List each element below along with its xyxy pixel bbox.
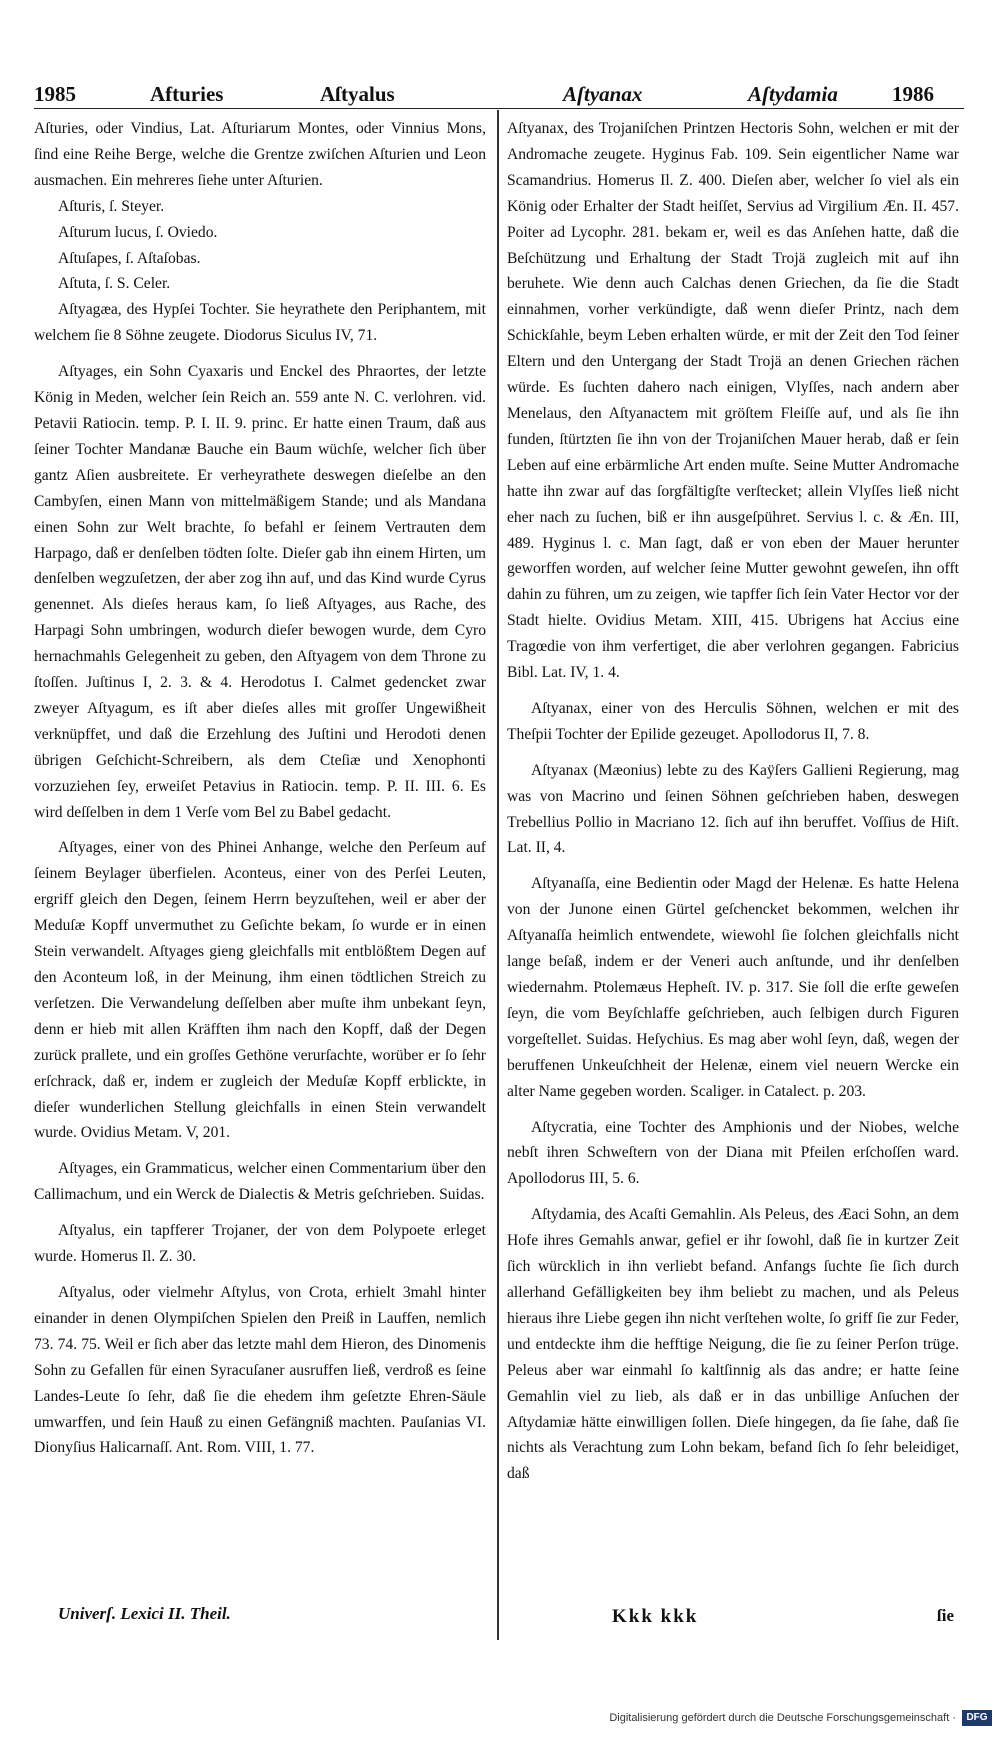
page-number-right: 1986 bbox=[892, 82, 934, 106]
entry-astuta: Aſtuta, ſ. S. Celer. bbox=[58, 275, 171, 293]
entry-astyages-grammaticus: Aſtyages, ein Grammaticus, welcher einen Commentarium über den Callimachum, und ein Werck de Dialectis & Metris geſchrieben. Suidas. bbox=[34, 1160, 486, 1204]
entry-asturum-lucus: Aſturum lucus, ſ. Oviedo. bbox=[58, 223, 218, 241]
entry-astyages-phinei: Aſtyages, einer von des Phinei Anhange, welche den Perſeum auf ſeinem Beylager überfielen. Aconteus, einer von des Perſei Leuten, ergriff gleich den Degen, ſeinem Herrn beyzuſtehen, weil er aber der Meduſæ Kopff unvermuthet zu Geſichte bekam, ſo wurde er in einen Stein verwandelt. Aſtyages gieng gleichfalls mit entblößtem Degen auf den Aconteum loß, in der Meinung, ihm einen tödtlichen Streich zu verſetzen. Die Verwandelung deſſelben aber muſte ihm unbekant ſeyn, denn er hieb mit allen Kräfften ihm nach den Kopff, daß der Degen zurück prallete, und ein groſſes Gethöne verurſachte, worüber er ſo ſehr erſchrack, daß er, indem er zugleich der Meduſæ Kopff erblickte, in dieſer wunderlichen Stellung gleichfalls in einen Stein verwandelt wurde. Ovidius Metam. V, 201. bbox=[34, 839, 486, 1142]
entry-astusapes: Aſtuſapes, ſ. Aſtaſobas. bbox=[58, 249, 201, 267]
entry-asturis: Aſturis, ſ. Steyer. bbox=[58, 197, 165, 215]
header-rule bbox=[34, 108, 964, 109]
left-column bbox=[34, 116, 486, 1461]
digitization-credit: Digitalisierung gefördert durch die Deutsche Forschungsgemeinschaft · bbox=[609, 1712, 956, 1724]
column-divider bbox=[497, 110, 499, 1640]
entry-asturies: Aſturies, oder Vindius, Lat. Aſturiarum Montes, oder Vinnius Mons, ſind eine Reihe Berge, welche die Grentze zwiſchen Aſturien und Leon ausmachen. Ein mehreres ſiehe unter Aſturien. bbox=[34, 120, 486, 189]
entry-astyages-king: Aſtyages, ein Sohn Cyaxaris und Enckel des Phraortes, der letzte König in Meden, welcher ſein Reich an. 559 ante N. C. verlohren. vid. Petavii Ratiocin. temp. P. I. II. 9. princ. Er hatte einen Traum, daß aus ſeiner Tochter Mandanæ Bauche ein Baum wüchſe, welcher ſich über gantz Aſien ausbreitete. Er verheyrathete deswegen dieſelbe an den Cambyſen, einen Mann von mittelmäßigem Stande; und als Mandana einen Sohn zur Welt brachte, ſo befahl er ſeinem Vertrauten dem Harpago, daß er denſelben tödten ſolte. Dieſer gab ihn einem Hirten, um denſelben wegzuſetzen, der aber zog ihn auf, und das Kind wurde Cyrus genennet. Als dieſes heraus kam, ſo ließ Aſtyages, aus Rache, des Harpagi Sohn umbringen, wodurch dieſer bewogen wurde, dem Cyro hernachmahls Gelegenheit zu geben, den Aſtyagem von dem Throne zu ſtoſſen. Juſtinus I, 2. 3. & 4. Herodotus I. Calmet gedencket zwar zweyer Aſtyagum, es iſt aber dieſes alles mit groſſer Ungewißheit verknüpffet, und daß die Erzehlung des Juſtini und Herodoti denen übrigen Geſchicht-Schreibern, als dem Cteſiæ und Xenophonti vorzuziehen ſey, erweiſet Petavius in Ratiocin. temp. P. II. III. 6. Es wird deſſelben in dem 1 Verſe vom Bel zu Babel gedacht. bbox=[34, 363, 486, 821]
entry-astyanassa: Aſtyanaſſa, eine Bedientin oder Magd der Helenæ. Es hatte Helena von der Junone einen Gürtel geſchencket bekommen, welchen ihr Aſtyanaſſa heimlich entwendete, wiewohl ſie ſolchen gleichfalls nicht lange beſaß, indem er der Veneri auch anſtunde, und ihr denſelben wiedernahm. Ptolemæus Hepheſt. IV. p. 317. Sie ſoll die erſte geweſen ſeyn, die vom Beyſchlaffe geſchrieben, auch ſelbigen durch Figuren vorgeſtellet. Suidas. Heſychius. Es mag aber wohl ſeyn, daß, wegen der beruffenen Unkeuſchheit der Helenæ, einem viel neuern Wercke ein alter Name gegeben worden. Scaliger. in Catalect. p. 203. bbox=[507, 875, 959, 1100]
entry-astyalus-crota: Aſtyalus, oder vielmehr Aſtylus, von Crota, erhielt 3mahl hinter einander in denen Olympiſchen Spielen den Preiß in Lauffen, nemlich 73. 74. 75. Weil er ſich aber das letzte mahl dem Hieron, des Dinomenis Sohn zu Gefallen für einen Syracuſaner ausruffen ließ, verdroß es ſeine Landes-Leute ſo ſehr, daß ſie die ehedem ihm geſetzte Ehren-Säule umwarffen, und ſein Hauß zu einen Gefängniß machten. Pauſanias VI. Dionyſius Halicarnaſſ. Ant. Rom. VIII, 1. 77. bbox=[34, 1283, 486, 1457]
entry-astydamia: Aſtydamia, des Acaſti Gemahlin. Als Peleus, des Æaci Sohn, an dem Hofe ihres Gemahls anwar, gefiel er ihr ſowohl, daß ſie in kurtzer Zeit ſich würcklich in ihn verliebt befand. Anfangs ſuchte ſie ſich durch allerhand Gefälligkeiten bey ihm beliebt zu machen, und als Peleus hieraus ihre Liebe gegen ihn nicht verſtehen wolte, ſo griff ſie zur Feder, und entdeckte ihm die hefftige Neigung, die ſie zu ſeiner Perſon trüge. Peleus aber war einmahl ſo kaltſinnig als das andre; er hatte ſeine Gemahlin viel zu lieb, als daß er in das unbillige Anſuchen der Aſtydamiæ hätte einwilligen ſollen. Dieſe hingegen, da ſie ſahe, daß ſie nichts als Verachtung zum Lohn bekam, befand ſich ſo ſehr beleidiget, daß bbox=[507, 1206, 959, 1483]
right-column bbox=[507, 116, 959, 1487]
entry-astyagaea: Aſtyagæa, des Hypſei Tochter. Sie heyrathete den Periphantem, mit welchem ſie 8 Söhne zeugete. Diodorus Siculus IV, 71. bbox=[34, 301, 486, 345]
entry-astyanax-herculis: Aſtyanax, einer von des Herculis Söhnen, welchen er mit des Theſpii Tochter der Epilide gezeuget. Apollodorus II, 7. 8. bbox=[507, 699, 959, 743]
entry-astyanax-maeonius: Aſtyanax (Mæonius) lebte zu des Kaÿſers Gallieni Regierung, mag was von Macrino und ſeinen Söhnen geſchrieben haben, deswegen Trebellius Pollio in Macriano 12. ſich auf ihn beruffet. Voſſius de Hiſt. Lat. II, 4. bbox=[507, 761, 959, 857]
volume-note: Univerſ. Lexici II. Theil. bbox=[58, 1604, 231, 1623]
entry-astyanax-hectoris: Aſtyanax, des Trojaniſchen Printzen Hectoris Sohn, welchen er mit der Andromache zeugete. Hyginus Fab. 109. Sein eigentlicher Name war Scamandrius. Homerus Il. Z. 400. Dieſen aber, welcher ſo viel als ein König oder Erhalter der Stadt heiſſet, Servius ad Virgilium Æn. II. 457. Poiter ad Lycophr. 281. bekam er, weil es das Anſehen hatte, daß die Beſchützung und Erhaltung der Stadt Trojä zugleich mit auf ihn beruhete. Wie denn auch Calchas denen Griechen, da ſie die Stadt einnahmen, vorher verkündigte, daß wenn dieſer Printz, nach dem Schickſahle, beym Leben erhalten würde, er mit der Zeit den Tod ſeiner Eltern und den Untergang der Stadt Trojä an denen Griechen rächen würde. Es ſuchten dahero nach einigen, Vlyſſes, nach andern aber Menelaus, den Aſtyanactem mit gröſtem Fleiſſe auf, und als ſie ihn funden, ſtürtzten ſie ihn von der Trojaniſchen Mauer herab, daß er ſein Leben auf eine erbärmliche Art enden muſte. Seine Mutter Andromache hatte ihn zwar auf das ſorgfältigſte verſtecket; allein Vlyſſes ließ nicht eher nach zu ſuchen, biß er ihn ausgeſpühret. Servius l. c. & Æn. III, 489. Hyginus l. c. Man ſagt, daß er von eben der Mauer herunter geworffen worden, auf welcher ſeine Mutter gewohnt geweſen, ihn offt dahin zu führen, um zu zeigen, wie tapffer ſich ſein Vater Hector vor der Stadt hielte. Ovidius Metam. XIII, 415. Ubrigens hat Accius eine Tragœdie von ihm verfertiget, die aber verlohren gegangen. Fabricius Bibl. Lat. IV, 1. 4. bbox=[507, 120, 959, 682]
catchword: ſie bbox=[937, 1606, 954, 1625]
dfg-logo: DFG bbox=[962, 1710, 992, 1726]
entry-astycratia: Aſtycratia, eine Tochter des Amphionis und der Niobes, welche nebſt ihren Schweſtern von der Diana mit Pfeilen erſchoſſen ward. Apollodorus III, 5. 6. bbox=[507, 1118, 959, 1188]
header-keyword-2: Aſtyalus bbox=[320, 82, 395, 106]
page-number-left: 1985 bbox=[34, 82, 76, 106]
signature-mark: Kkk kkk bbox=[612, 1606, 699, 1627]
header-keyword-1: Afturies bbox=[150, 82, 224, 106]
entry-astyalus-trojan: Aſtyalus, ein tapfferer Trojaner, der von dem Polypoete erleget wurde. Homerus Il. Z. 30. bbox=[34, 1222, 486, 1266]
header-keyword-3: Aſtyanax bbox=[563, 82, 643, 106]
header-keyword-4: Aſtydamia bbox=[748, 82, 838, 106]
